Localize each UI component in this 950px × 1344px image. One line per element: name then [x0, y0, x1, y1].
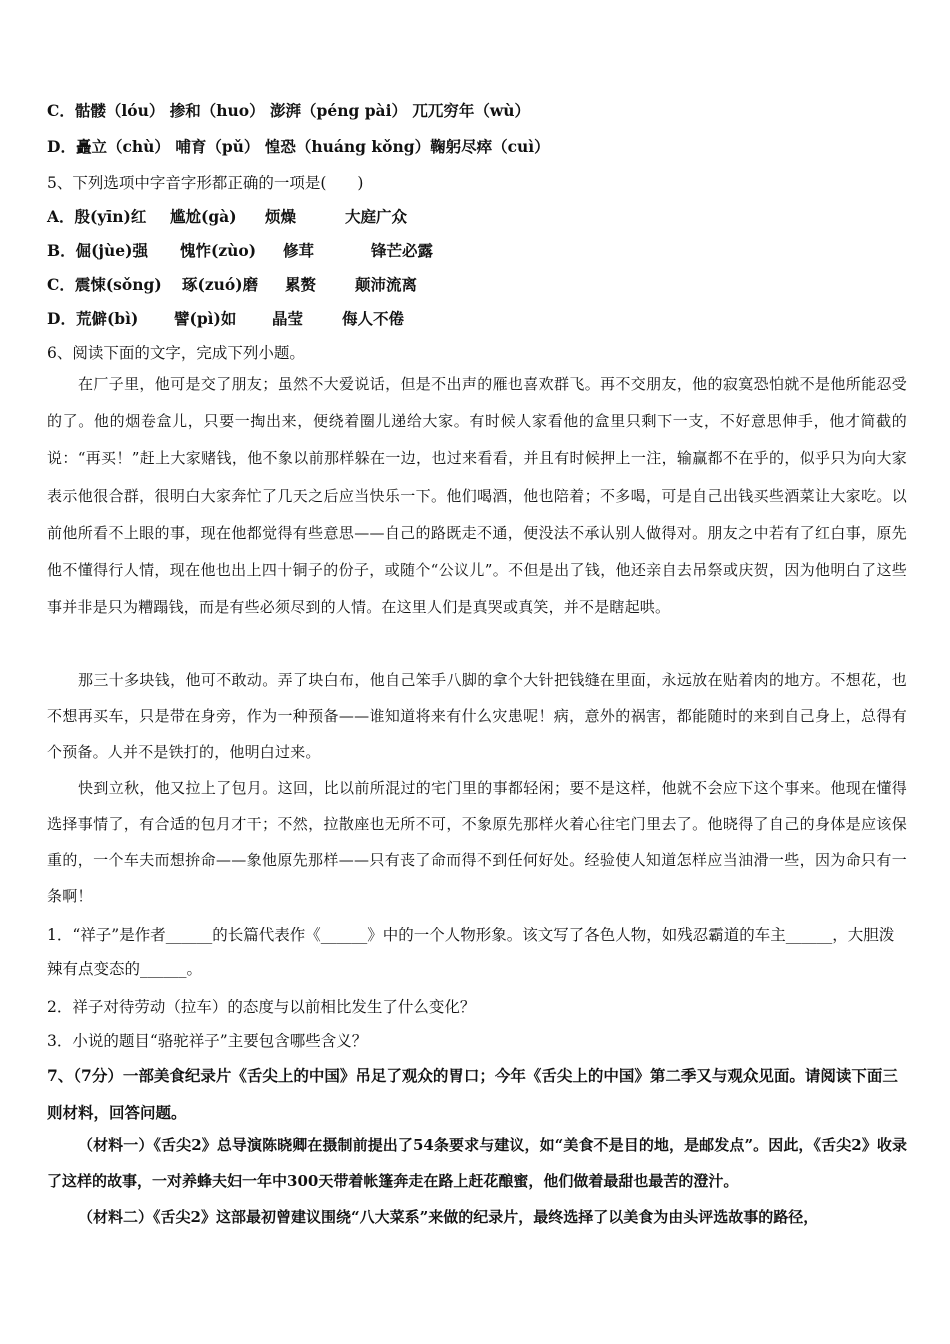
q6-subquestion-2: 2．祥子对待劳动（拉车）的态度与以前相比发生了什么变化？ — [47, 998, 476, 1016]
q5-option-d — [47, 309, 907, 329]
q6-passage-paragraph-3: 快到立秋，他又拉上了包月。这回，比以前所混过的宅门里的事都轻闲；要不是这样，他就不会应下这个事来。他现在懂得选择事情了，有合适的包月才干；不然，拉散座也无所不可，不象原先那样火着心往宅门里去了。他晓得了自己的身体是应该保重的，一个车夫而想拚命——象他原先那样——只有丧了命而得不到任何好处。经验使人知道怎样应当油滑一些，因为命只有一条啊！ — [47, 779, 907, 905]
q4-option-c: C．骷髅（lóu） 掺和（huo） 澎湃（péng pài） 兀兀穷年（wù） — [47, 101, 530, 120]
q5-b-1: B．倔(jùe)强 — [47, 241, 149, 260]
q5-d-1: D．荒僻(bì) — [47, 309, 139, 328]
q7-stem: 7、（7分）一部美食纪录片《舌尖上的中国》吊足了观众的胃口；今年《舌尖上的中国》第二季又与观众见面。请阅读下面三则材料，回答问题。 — [47, 1066, 898, 1122]
q5-option-c — [47, 275, 907, 295]
q5-b-2: 愧怍(zùo) — [180, 241, 257, 260]
q6-stem: 6、阅读下面的文字，完成下列小题。 — [47, 344, 305, 362]
q7-material-1: （材料一）《舌尖2》总导演陈晓卿在摄制前提出了54条要求与建议，如“美食不是目的地，是邮发点”。因此，《舌尖2》收录了这样的故事，一对养蜂夫妇一年中300天带着帐篷奔走在路上赶花酿蜜，他们做着最甜也最苦的澄汁。 — [47, 1136, 907, 1190]
q5-c-4: 颠沛流离 — [355, 275, 418, 294]
q5-c-3: 累赘 — [285, 275, 317, 294]
q6-passage-paragraph-2: 那三十多块钱，他可不敢动。弄了块白布，他自己笨手八脚的拿个大针把钱缝在里面，永远放在贴着肉的地方。不想花，也不想再买车，只是带在身旁，作为一种预备——谁知道将来有什么灾患呢！病，意外的祸害，都能随时的来到自己身上，总得有个预备。人并不是铁打的，他明白过来。 — [47, 671, 907, 761]
q5-a-4: 大庭广众 — [345, 207, 408, 226]
q6-subquestion-1: 1．“祥子”是作者______的长篇代表作《______》中的一个人物形象。该文写了各色人物，如残忍霸道的车主______，大胆泼辣有点变态的______。 — [47, 926, 895, 978]
q5-c-1: C．震悚(sǒng) — [47, 275, 162, 294]
q4-option-d: D．矗立（chù） 哺育（pǔ） 惶恐（huáng kǒng）鞠躬尽瘁（cuì） — [47, 137, 550, 156]
q5-option-b — [47, 241, 907, 261]
q5-a-3: 烦燥 — [265, 207, 297, 226]
q6-subquestion-3: 3．小说的题目“骆驼祥子”主要包含哪些含义？ — [47, 1032, 368, 1050]
q5-b-4: 锋芒必露 — [371, 241, 434, 260]
q5-option-a — [47, 207, 907, 227]
q7-material-2: （材料二）《舌尖2》这部最初曾建议围绕“八大菜系”来做的纪录片，最终选择了以美食为由头评选故事的路径， — [78, 1208, 819, 1226]
q5-a-1: A．殷(yīn)红 — [47, 207, 147, 226]
q5-d-2: 譬(pì)如 — [174, 309, 237, 328]
q5-a-2: 尴尬(gà) — [170, 207, 237, 226]
q5-d-3: 晶莹 — [272, 309, 304, 328]
q5-d-4: 侮人不倦 — [342, 309, 405, 328]
q5-b-3: 修茸 — [283, 241, 315, 260]
q5-stem: 5、下列选项中字音字形都正确的一项是( ) — [47, 174, 364, 192]
q6-passage-paragraph-1: 在厂子里，他可是交了朋友；虽然不大爱说话，但是不出声的雁也喜欢群飞。再不交朋友，他的寂寞恐怕就不是他所能忍受的了。他的烟卷盒儿，只要一掏出来，便绕着圈儿递给大家。有时候人家看他的盒里只剩下一支，不好意思伸手，他才简截的说：“再买！”赶上大家赌钱，他不象以前那样躲在一边，也过来看看，并且有时候押上一注，输赢都不在乎的，似乎只为向大家表示他很合群，很明白大家奔忙了几天之后应当快乐一下。他们喝酒，他也陪着；不多喝，可是自己出钱买些酒菜让大家吃。以前他所看不上眼的事，现在他都觉得有些意思——自己的路既走不通，便没法不承认别人做得对。朋友之中若有了红白事，原先他不懂得行人情，现在他也出上四十铜子的份子，或随个“公议儿”。不但是出了钱，他还亲自去吊祭或庆贺，因为他明白了这些事并非是只为糟蹋钱，而是有些必须尽到的人情。在这里人们是真哭或真笑，并不是瞎起哄。 — [47, 375, 907, 617]
q5-c-2: 琢(zuó)磨 — [182, 275, 259, 294]
